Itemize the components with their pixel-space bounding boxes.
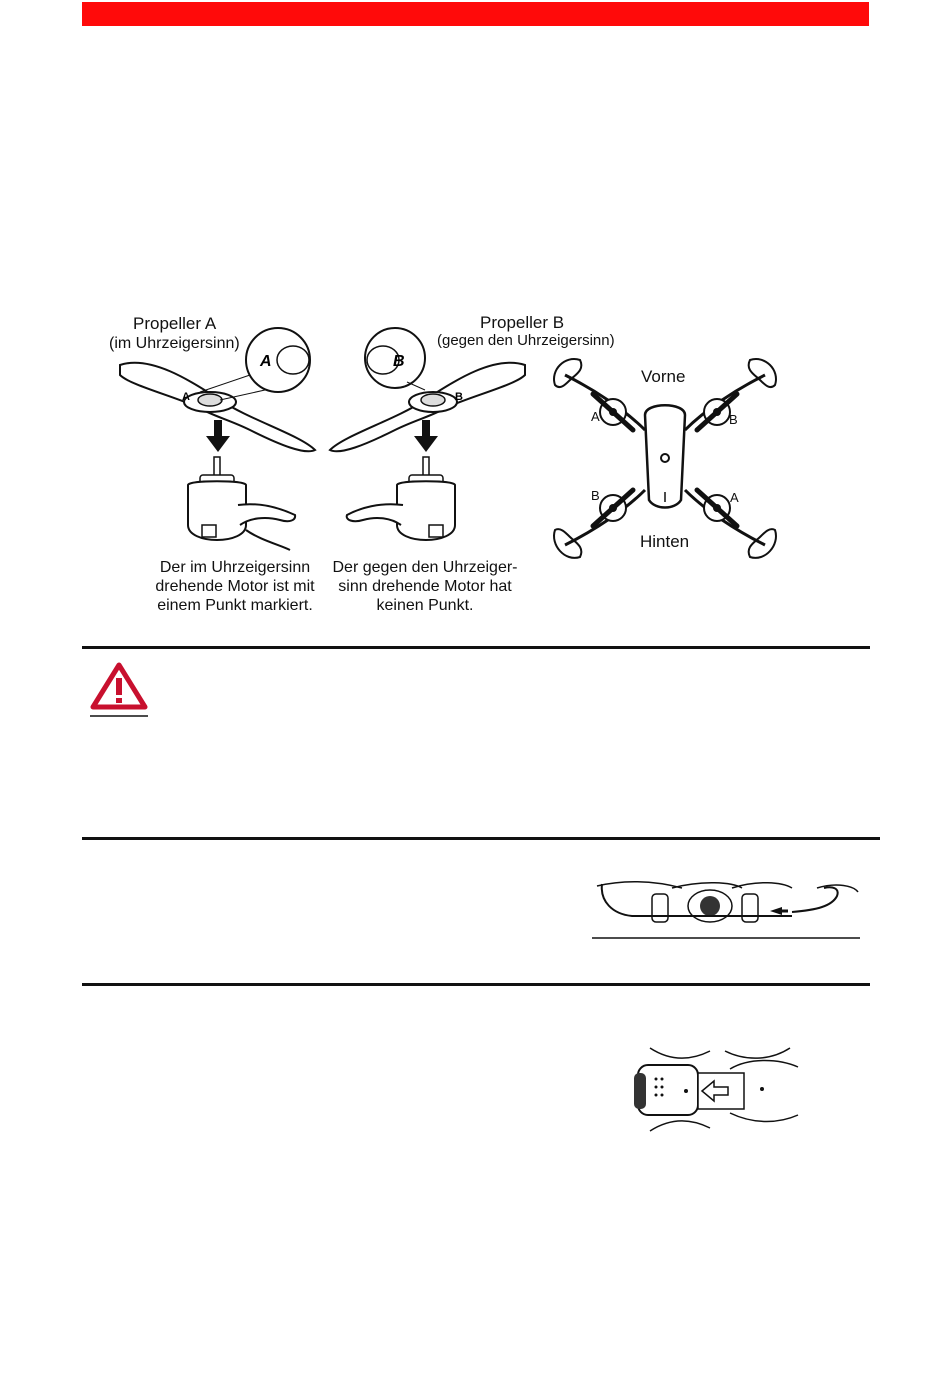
propeller-a-zoom-letter: A: [260, 353, 272, 370]
propeller-b-zoom-letter: B: [393, 353, 405, 370]
propeller-a-subtitle: (im Uhrzeigersinn): [109, 335, 240, 352]
drone-arm-label-front-left: A: [591, 409, 600, 424]
propeller-b-title: Propeller B: [480, 313, 565, 332]
propeller-a-caption-line: einem Punkt markiert.: [157, 597, 313, 614]
propeller-guard-attach-illustration: [592, 876, 862, 942]
drone-arm-label-front-right: B: [729, 412, 738, 427]
propeller-a-caption: [140, 558, 330, 615]
drone-rear-label: Hinten: [640, 532, 690, 551]
propeller-b-caption-line: keinen Punkt.: [376, 597, 474, 614]
propeller-b-caption-line: sinn drehende Motor hat: [338, 578, 512, 595]
propeller-b-blade-letter: B: [455, 391, 463, 403]
battery-insert-illustration: [630, 1043, 802, 1135]
header-bar: [82, 2, 869, 26]
propeller-a-illustration: [110, 320, 330, 560]
section-divider: [82, 646, 870, 649]
propeller-b-subtitle: (gegen den Uhrzeigersinn): [437, 332, 615, 349]
propeller-a-caption-line: drehende Motor ist mit: [155, 578, 315, 595]
section-divider: [82, 837, 880, 840]
propeller-b-caption: [330, 558, 520, 615]
drone-front-label: Vorne: [641, 367, 686, 386]
propeller-b-caption-line: Der gegen den Uhrzeiger-: [332, 559, 518, 576]
drone-arm-label-rear-left: B: [591, 488, 600, 503]
propeller-a-blade-letter: A: [182, 391, 190, 403]
propeller-a-title: Propeller A: [133, 314, 217, 333]
propeller-b-illustration: [325, 320, 535, 560]
propeller-a-caption-line: Der im Uhrzeigersinn: [159, 559, 311, 576]
drone-arm-label-rear-right: A: [730, 490, 739, 505]
warning-triangle-icon: [88, 660, 150, 718]
section-divider: [82, 983, 870, 986]
